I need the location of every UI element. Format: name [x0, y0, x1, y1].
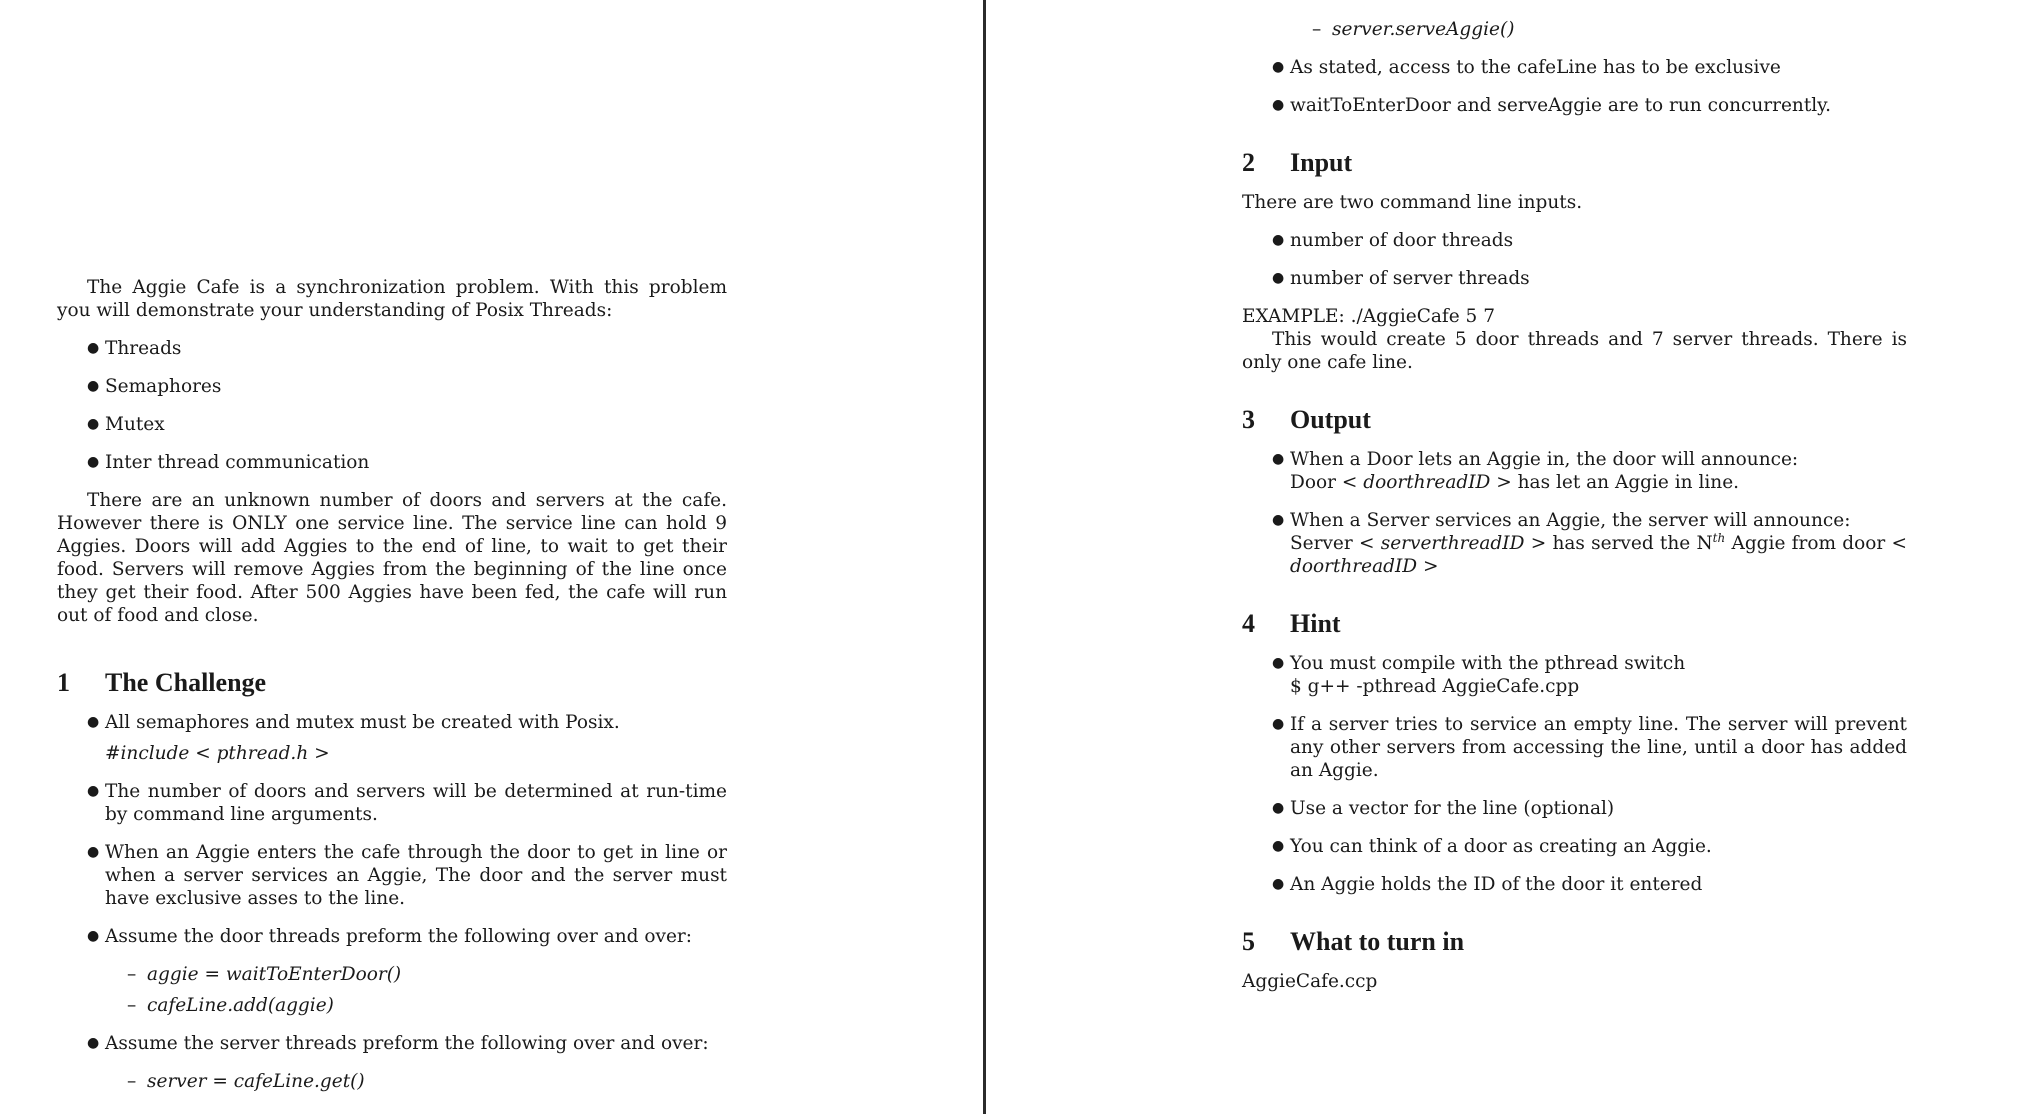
- list-item: ● Mutex: [87, 414, 165, 435]
- list-item: ● waitToEnterDoor and serveAggie are to run concurrently.: [1272, 95, 1832, 116]
- list-item: ● An Aggie holds the ID of the door it entered: [1272, 874, 1703, 895]
- list-item: ● Assume the door threads preform the following over and over:: [87, 926, 692, 947]
- list-item: ● You must compile with the pthread switch $ g++ -pthread AggieCafe.cpp: [1272, 653, 1686, 697]
- list-item: ● When an Aggie enters the cafe through the door to get in line or when a server services an Aggie, The door and the server must have exclusive asses to the line.: [87, 842, 727, 909]
- hint-list: [1242, 652, 1907, 896]
- list-item: ● You can think of a door as creating an Aggie.: [1272, 836, 1712, 857]
- challenge-list: [57, 711, 727, 948]
- list-item: ● Threads: [87, 338, 182, 359]
- section-heading: 5 What to turn in: [1242, 927, 1465, 956]
- right-page: [989, 0, 2020, 1114]
- section-heading: 1 The Challenge: [57, 668, 267, 697]
- list-item: ● Assume the server threads preform the following over and over:: [87, 1033, 709, 1054]
- include-code: #include < pthread.h >: [105, 743, 330, 764]
- description-paragraph: There are an unknown number of doors and servers at the cafe. However there is ONLY one service line. The service line can hold 9 Aggies. Doors will add Aggies to the end of line, to wait to get their food. Servers will remove Aggies from the beginning of the line once they get their food. After 500 Aggies have been fed, the cafe will run out of food and close.: [57, 490, 727, 626]
- list-item: – cafeLine.add(aggie): [127, 995, 334, 1016]
- list-item: ● number of server threads: [1272, 268, 1530, 289]
- section-heading: 2 Input: [1242, 148, 1353, 177]
- left-page: [0, 0, 983, 1114]
- right-column: [1242, 18, 1907, 993]
- list-item: ● When a Door lets an Aggie in, the door will announce: Door < doorthreadID > has let an Aggie in line.: [1272, 449, 1799, 493]
- turn-in-filename: AggieCafe.ccp: [1242, 971, 1378, 992]
- input-intro: There are two command line inputs.: [1242, 192, 1583, 213]
- left-column: [57, 276, 727, 1093]
- list-item: ● Use a vector for the line (optional): [1272, 798, 1615, 819]
- list-item: ● Inter thread communication: [87, 452, 370, 473]
- continued-steps-list: [1242, 18, 1907, 41]
- list-item: ● Semaphores: [87, 376, 222, 397]
- list-item: ● As stated, access to the cafeLine has to be exclusive: [1272, 57, 1781, 78]
- example-description: This would create 5 door threads and 7 server threads. There is only one cafe line.: [1242, 329, 1907, 373]
- list-item: – server.serveAggie(): [1312, 19, 1515, 40]
- example-command: EXAMPLE: ./AggieCafe 5 7: [1242, 306, 1495, 327]
- list-item: ● When a Server services an Aggie, the server will announce: Server < serverthreadID > has served the $N^{th}$ Aggie from door < doorthreadID >: [1272, 510, 1907, 577]
- list-item: ● If a server tries to service an empty line. The server will prevent any other servers from accessing the line, until a door has added an Aggie.: [1272, 714, 1907, 781]
- input-list: [1242, 229, 1907, 290]
- list-item: ● number of door threads: [1272, 230, 1514, 251]
- server-steps-list: [57, 1070, 727, 1093]
- list-item: ● The number of doors and servers will be determined at run-time by command line arguments.: [87, 781, 727, 825]
- topics-list: [57, 337, 727, 474]
- door-steps-list: [57, 963, 727, 1017]
- output-list: [1242, 448, 1907, 578]
- challenge-list-cont: [57, 1032, 727, 1055]
- section-heading: 3 Output: [1242, 405, 1371, 434]
- section-heading: 4 Hint: [1242, 609, 1341, 638]
- continued-bullets: [1242, 56, 1907, 117]
- list-item: – server = cafeLine.get(): [127, 1071, 365, 1092]
- list-item: ● All semaphores and mutex must be created with Posix. #include < pthread.h >: [57, 711, 727, 765]
- page-divider: [983, 0, 986, 1114]
- intro-paragraph: The Aggie Cafe is a synchronization problem. With this problem you will demonstrate your understanding of Posix Threads:: [57, 277, 727, 321]
- list-item: – aggie = waitToEnterDoor(): [127, 964, 402, 985]
